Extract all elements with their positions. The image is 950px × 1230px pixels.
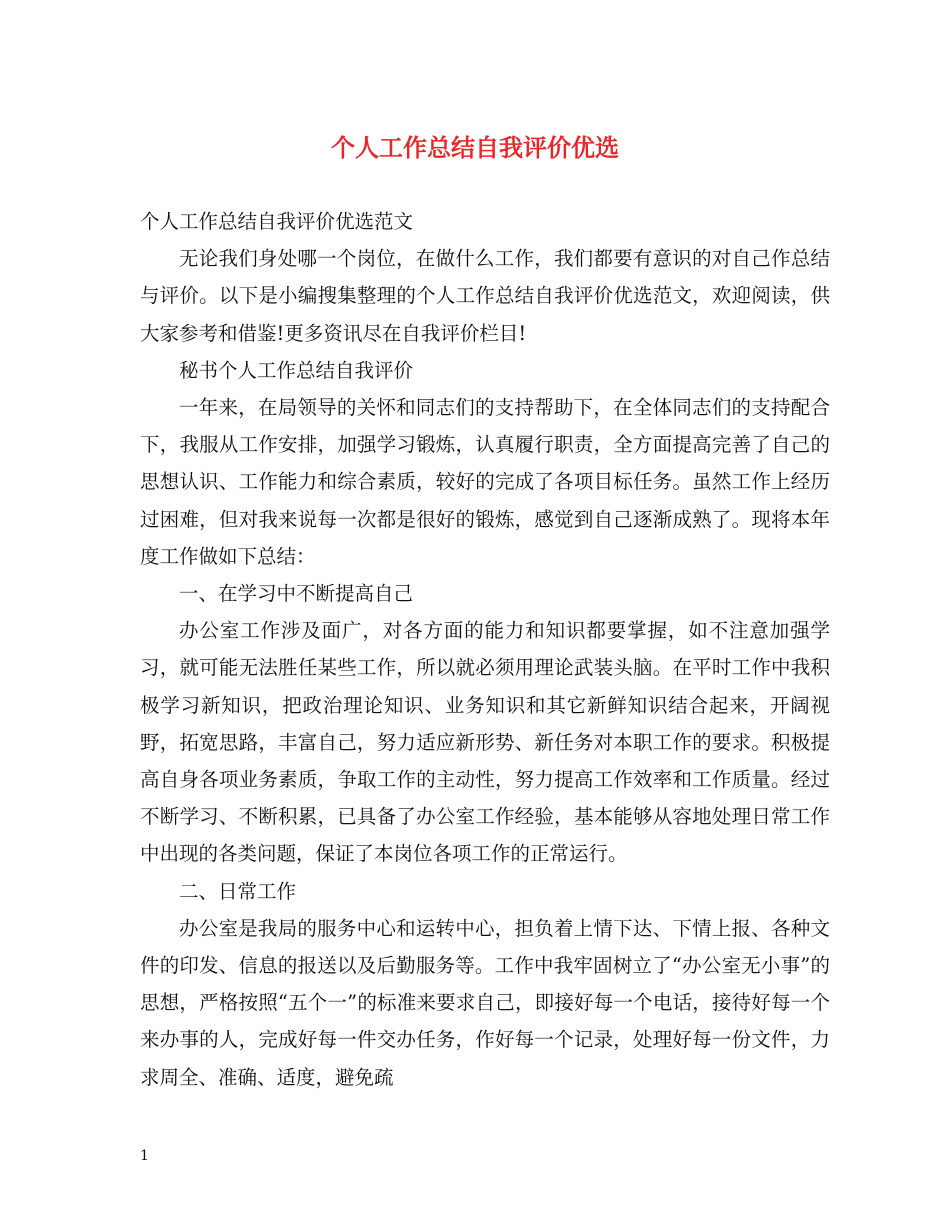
paragraph: 办公室工作涉及面广，对各方面的能力和知识都要掌握，如不注意加强学习，就可能无法胜任某些工作，所以就必须用理论武装头脑。在平时工作中我积极学习新知识，把政治理论知识、业务知识和其它新鲜知识结合起来，开阔视野，拓宽思路，丰富自己，努力适应新形势、新任务对本职工作的要求。积极提高自身各项业务素质，争取工作的主动性，努力提高工作效率和工作质量。经过不断学习、不断积累，已具备了办公室工作经验，基本能够从容地处理日常工作中出现的各类问题，保证了本岗位各项工作的正常运行。 (140, 619, 830, 866)
section-heading: 一、在学习中不断提高自己 (179, 582, 414, 606)
document-title: 个人工作总结自我评价优选 (331, 133, 619, 162)
paragraph: 一年来，在局领导的关怀和同志们的支持帮助下，在全体同志们的支持配合下，我服从工作安排，加强学习锻炼，认真履行职责，全方面提高完善了自己的思想认识、工作能力和综合素质，较好的完成了各项目标任务。虽然工作上经历过困难，但对我来说每一次都是很好的锻炼，感觉到自己逐渐成熟了。现将本年度工作做如下总结： (140, 396, 830, 568)
paragraph-intro: 无论我们身处哪一个岗位，在做什么工作，我们都要有意识的对自己作总结与评价。以下是小编搜集整理的个人工作总结自我评价优选范文，欢迎阅读，供大家参考和借鉴!更多资讯尽在自我评价栏目! (140, 247, 830, 345)
section-heading: 二、日常工作 (179, 879, 297, 903)
page-number: 1 (140, 1148, 149, 1164)
paragraph-subtitle: 个人工作总结自我评价优选范文 (140, 210, 414, 233)
paragraph: 办公室是我局的服务中心和运转中心，担负着上情下达、下情上报、各种文件的印发、信息的报送以及后勤服务等。工作中我牢固树立了“办公室无小事”的思想，严格按照“五个一”的标准来要求自己，即接好每一个电话，接待好每一个来办事的人，完成好每一件交办任务，作好每一个记录，处理好每一份文件，力求周全、准确、适度，避免疏 (140, 916, 830, 1089)
document-body (140, 203, 830, 1096)
section-heading: 秘书个人工作总结自我评价 (179, 358, 414, 382)
